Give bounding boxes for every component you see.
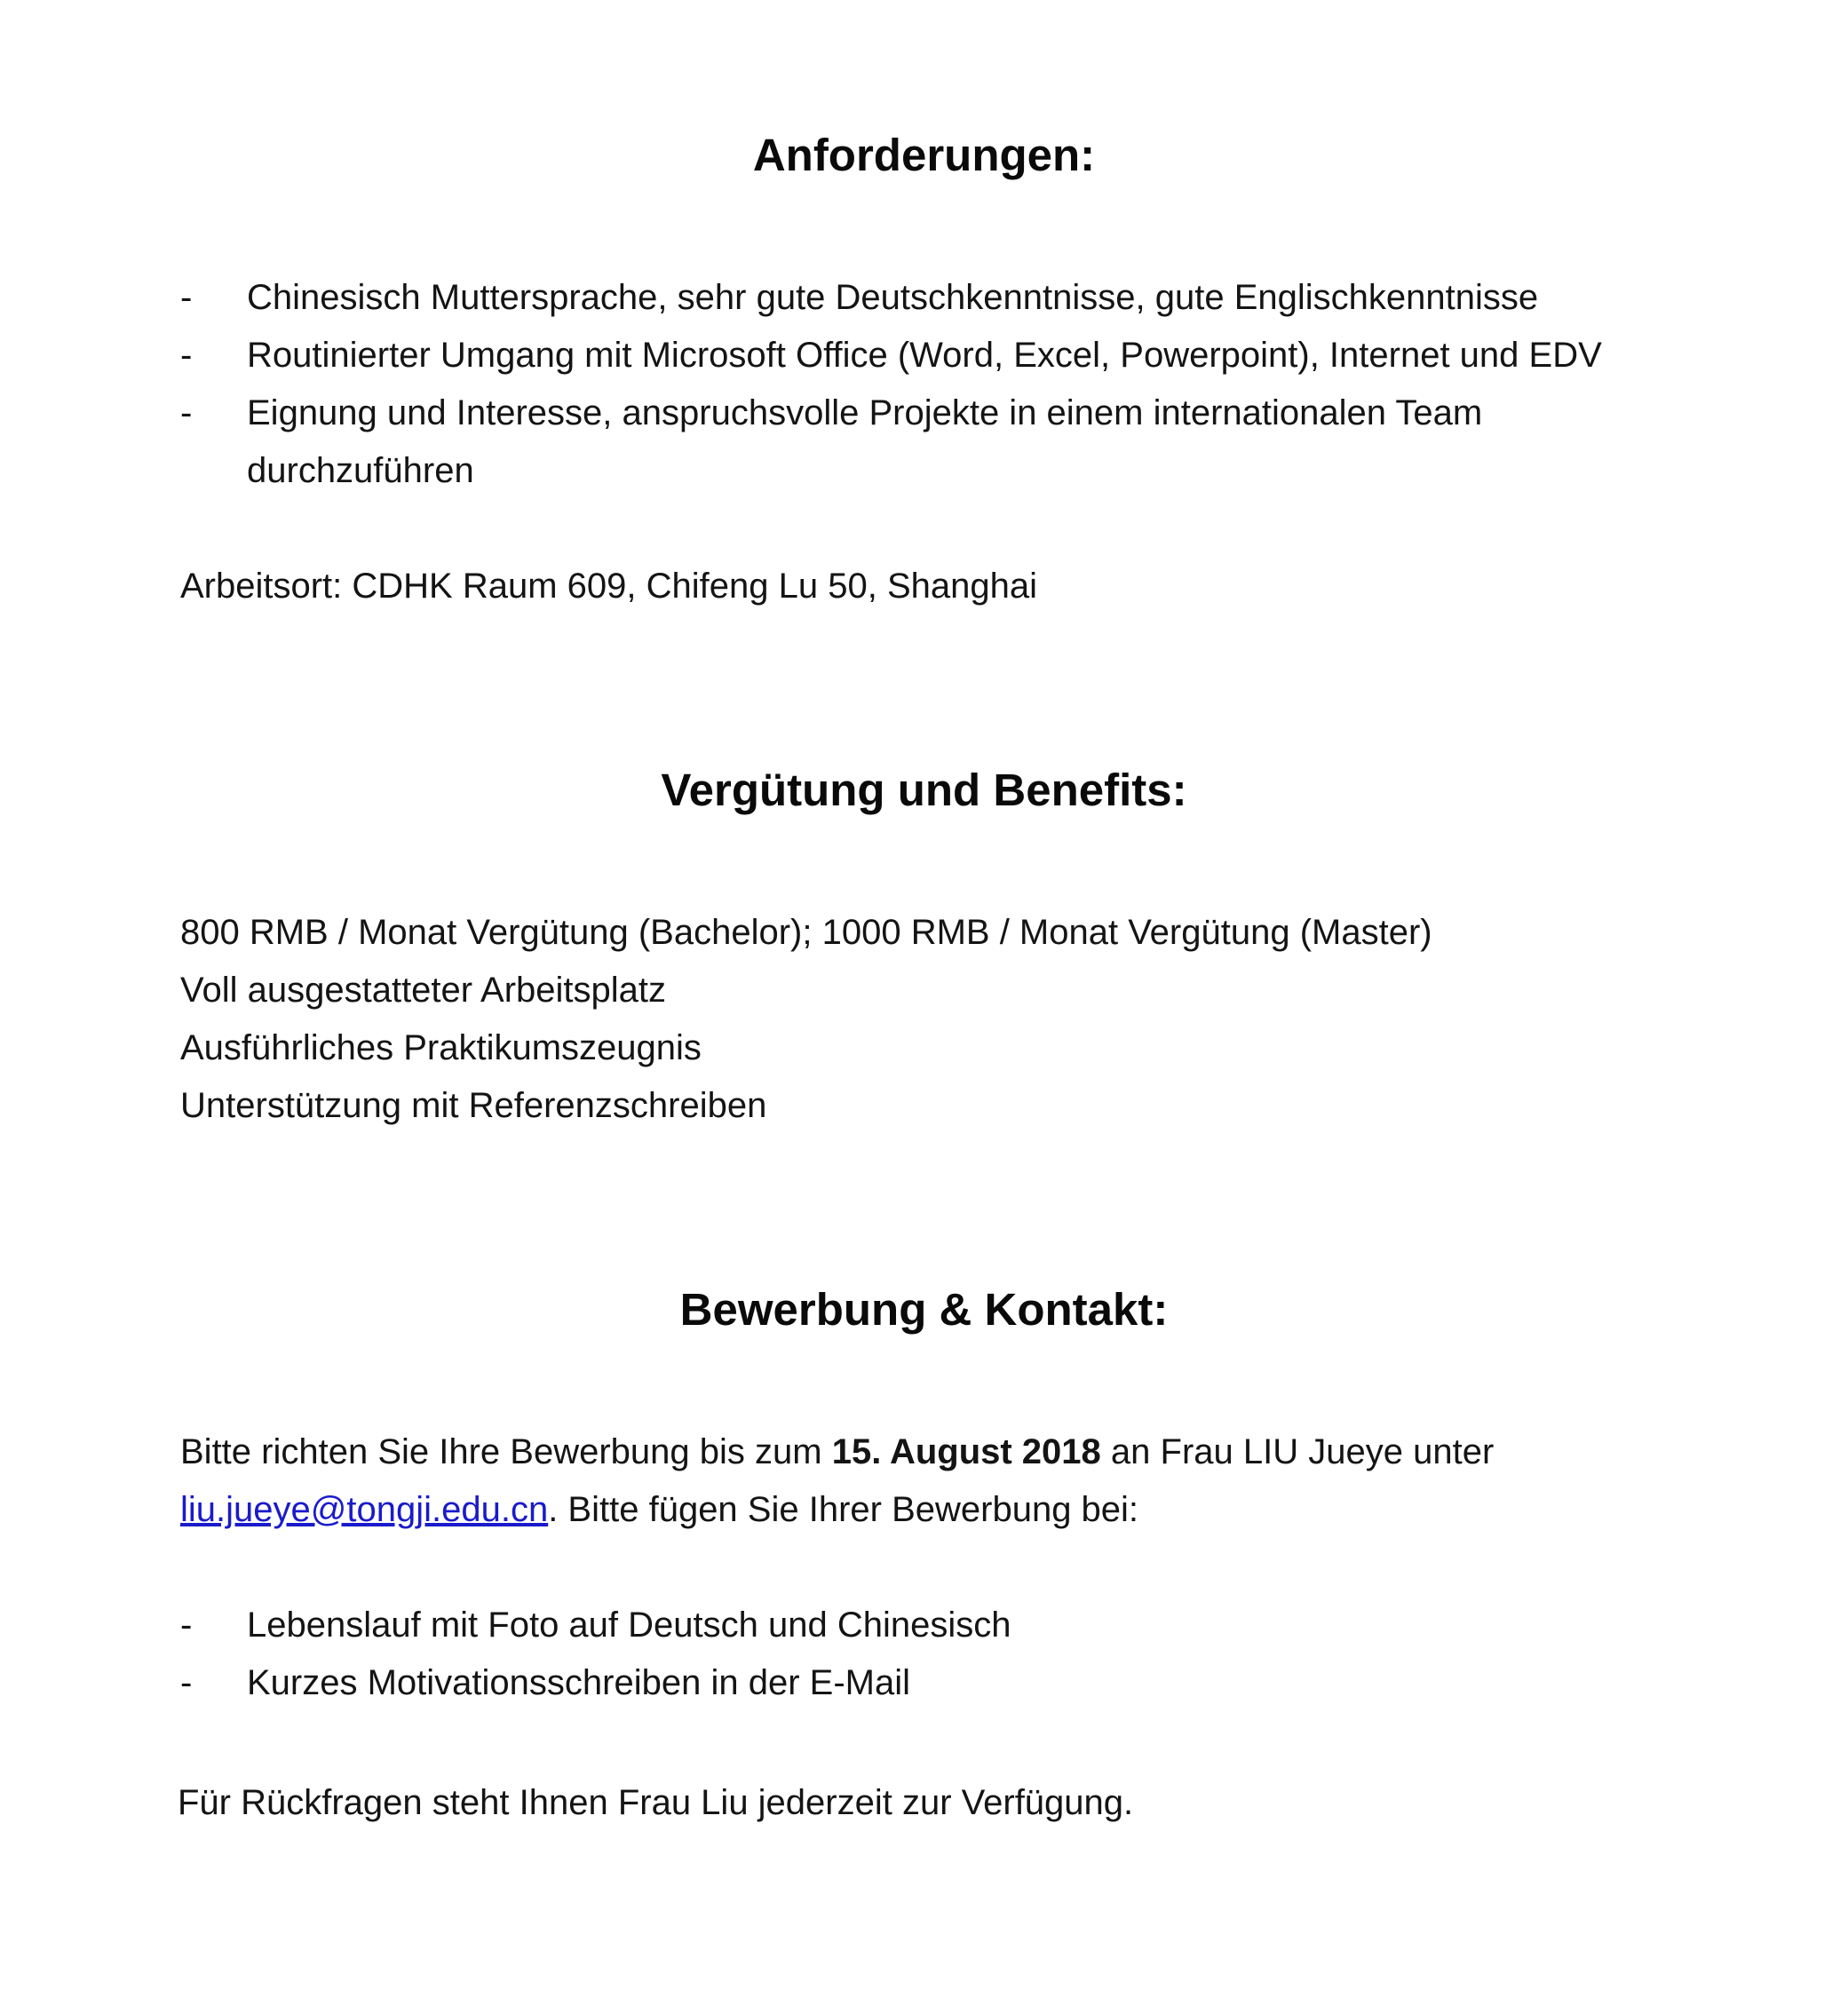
contact-intro-suffix: an Frau LIU Jueye unter (1100, 1432, 1495, 1471)
workplace-line: Arbeitsort: CDHK Raum 609, Chifeng Lu 50, Shanghai (180, 567, 1037, 606)
requirement-text: Routinierter Umgang mit Microsoft Office (Word, Excel, Powerpoint), Internet und EDV (247, 336, 1602, 375)
attachment-text: Kurzes Motivationsschreiben in der E-Mail (247, 1663, 910, 1702)
benefit-line: 800 RMB / Monat Vergütung (Bachelor); 1000 RMB / Monat Vergütung (Master) (180, 913, 1432, 952)
bullet-dash: - (180, 1663, 193, 1702)
bullet-dash: - (180, 1605, 193, 1645)
benefit-line: Ausführliches Praktikumszeugnis (180, 1028, 702, 1067)
requirement-text: Chinesisch Muttersprache, sehr gute Deutschkenntnisse, gute Englischkenntnisse (247, 278, 1539, 317)
contact-intro-prefix: Bitte richten Sie Ihre Bewerbung bis zum (180, 1432, 832, 1471)
contact-heading: Bewerbung & Kontakt: (679, 1284, 1169, 1335)
bullet-dash: - (180, 336, 193, 375)
email-link[interactable]: liu.jueye@tongji.edu.cn (180, 1490, 549, 1529)
benefits-heading: Vergütung und Benefits: (661, 765, 1187, 815)
requirements-heading: Anforderungen: (752, 130, 1096, 180)
closing-line: Für Rückfragen steht Ihnen Frau Liu jederzeit zur Verfügung. (178, 1783, 1134, 1822)
bullet-dash: - (180, 278, 193, 317)
contact-email-line (180, 1487, 1138, 1532)
benefit-line: Voll ausgestatteter Arbeitsplatz (180, 971, 666, 1010)
contact-intro-line (180, 1430, 1494, 1474)
contact-after-email: . Bitte fügen Sie Ihrer Bewerbung bei: (548, 1490, 1139, 1529)
attachment-text: Lebenslauf mit Foto auf Deutsch und Chinesisch (247, 1605, 1011, 1645)
requirement-text: durchzuführen (247, 451, 474, 490)
benefit-line: Unterstützung mit Referenzschreiben (180, 1086, 767, 1125)
requirement-text: Eignung und Interesse, anspruchsvolle Projekte in einem internationalen Team (247, 393, 1483, 432)
application-deadline: 15. August 2018 (831, 1432, 1101, 1471)
bullet-dash: - (180, 393, 193, 432)
